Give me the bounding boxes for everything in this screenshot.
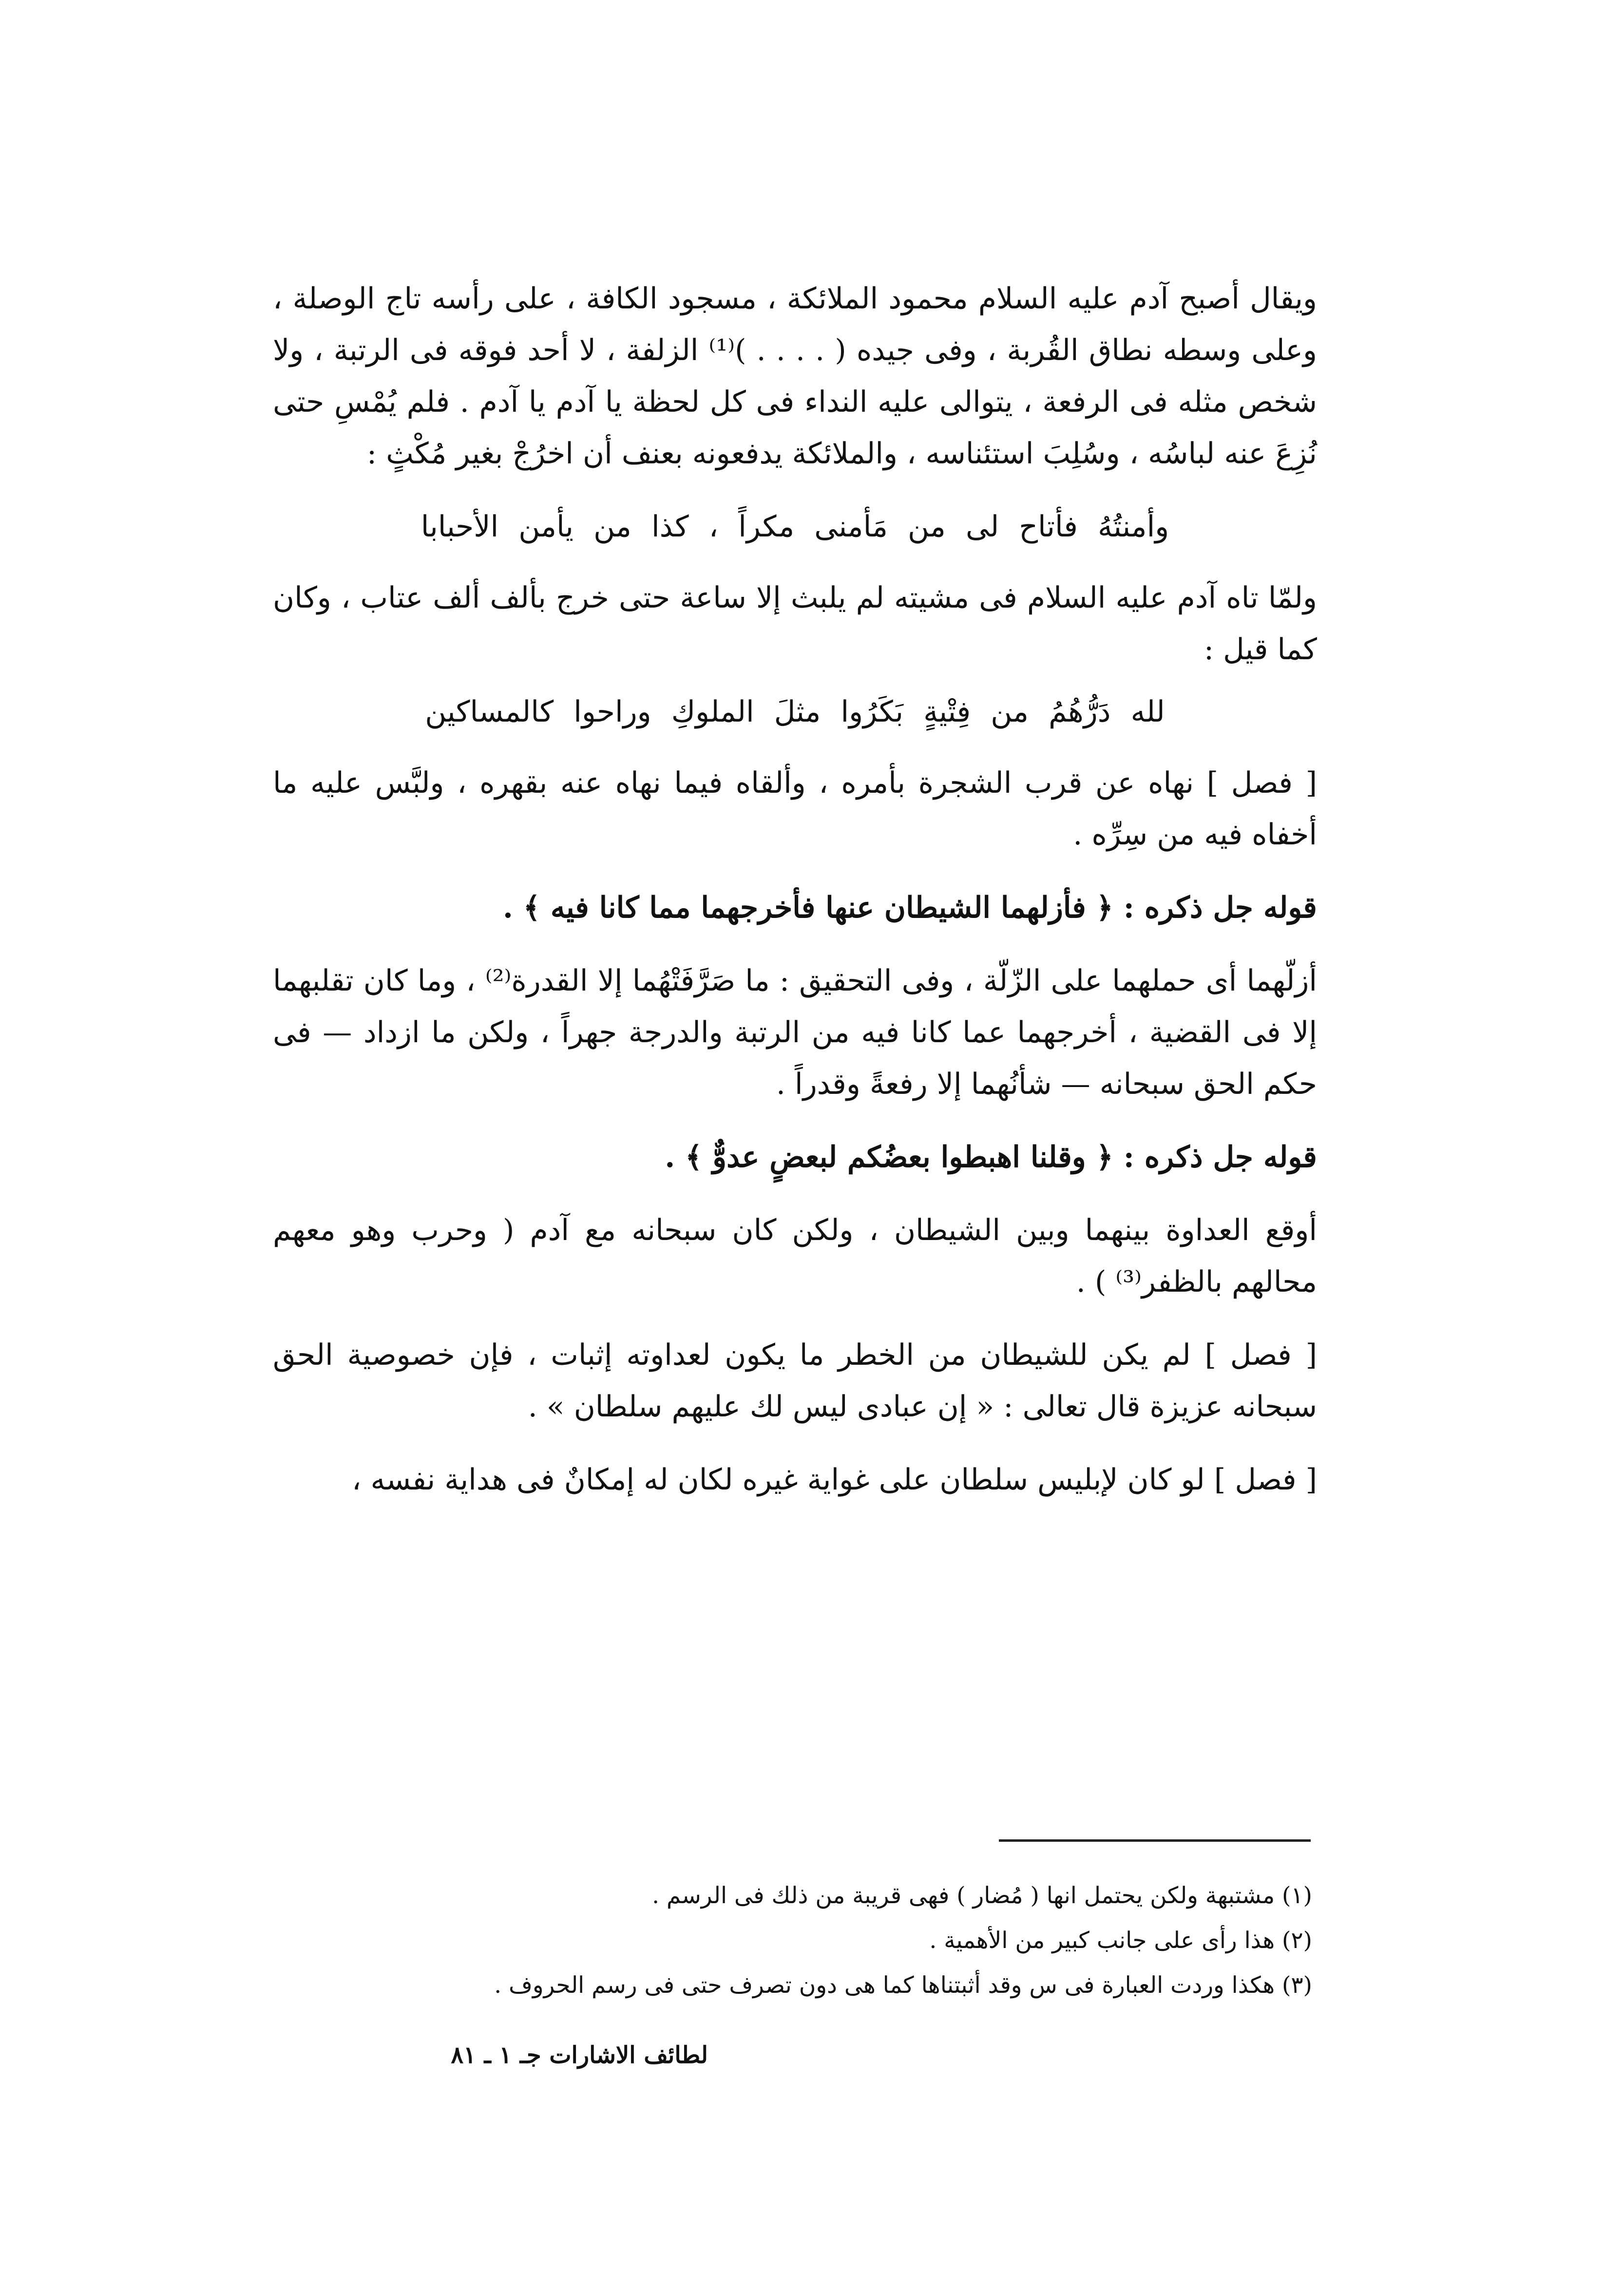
paragraph-fasl-satan: [ فصل ] لم يكن للشيطان من الخطر ما يكون لعداوته إثبات ، فإن خصوصية الحق سبحانه عزيزة قال تعالى : « إن عبادى ليس لك عليهم سلطان » . — [273, 1338, 1317, 1424]
poetry-verse-1: وأمنتُهُ فأتاح لى من مَأمنى مكراً ، كذا من يأمن الأحبابا — [420, 510, 1169, 544]
footnotes — [273, 1873, 1312, 2008]
page-footer: لطائف الاشارات جـ ١ ـ ٨١ — [451, 2042, 708, 2069]
footnote-separator — [999, 1839, 1311, 1842]
paragraph-fasl-tree: [ فصل ] نهاه عن قرب الشجرة بأمره ، وألقاه فيما نهاه عنه بقهره ، ولبَّس عليه ما أخفاه فيه من سِرِّه . — [273, 766, 1317, 852]
paragraph-commentary-1: أزلّهما أى حملهما على الزّلّة ، وفى التحقيق : ما صَرَّفَتْهُما إلا القدرة⁽²⁾ ، وما كان تقلبهما إلا فى القضية ، أخرجهما عما كانا فيه من الرتبة والدرجة جهراً ، ولكن ما ازداد — فى حكم الحق سبحانه — شأنُهما إلا رفعةً وقدراً . — [273, 964, 1317, 1101]
quran-quote-2: قوله جل ذكره : ﴿ وقلنا اهبطوا بعضُكم لبعضٍ عدوٌّ ﴾ . — [665, 1140, 1317, 1174]
footnote-2: (٢) هذا رأى على جانب كبير من الأهمية . — [929, 1927, 1312, 1954]
footnote-1: (١) مشتبهة ولكن يحتمل انها ( مُضار ) فهى قريبة من ذلك فى الرسم . — [652, 1882, 1312, 1909]
footnote-3: (٣) هكذا وردت العبارة فى س وقد أثبتناها كما هى دون تصرف حتى فى رسم الحروف . — [494, 1972, 1312, 1999]
paragraph-commentary-2: أوقع العداوة بينهما وبين الشيطان ، ولكن كان سبحانه مع آدم ( وحرب وهو معهم محالهم بالظفر⁽³⁾ ) . — [273, 1213, 1317, 1299]
paragraph-adam-trial: ولمّا تاه آدم عليه السلام فى مشيته لم يلبث إلا ساعة حتى خرج بألف ألف عتاب ، وكان كما قيل : — [273, 581, 1317, 667]
main-text — [273, 273, 1317, 1527]
paragraph-adam-description: ويقال أصبح آدم عليه السلام محمود الملائكة ، مسجود الكافة ، على رأسه تاج الوصلة ، وعلى وسطه نطاق القُربة ، وفى جيده ( . . . . )⁽¹⁾ الزلفة ، لا أحد فوقه فى الرتبة ، ولا شخص مثله فى الرفعة ، يتوالى عليه النداء فى كل لحظة يا آدم يا آدم . فلم يُمْسِ حتى نُزِعَ عنه لباسُه ، وسُلِبَ استئناسه ، والملائكة يدفعونه بعنف أن اخرُجْ بغير مُكْثٍ : — [273, 282, 1317, 471]
quran-quote-1: قوله جل ذكره : ﴿ فأزلهما الشيطان عنها فأخرجهما مما كانا فيه ﴾ . — [503, 891, 1317, 925]
poetry-verse-2: لله دَرُّهُمُ من فِتْيةٍ بَكَرُوا مثلَ الملوكِ وراحوا كالمساكين — [425, 695, 1165, 729]
paragraph-fasl-iblis: [ فصل ] لو كان لإبليس سلطان على غواية غيره لكان له إمكانٌ فى هداية نفسه ، — [352, 1463, 1317, 1497]
